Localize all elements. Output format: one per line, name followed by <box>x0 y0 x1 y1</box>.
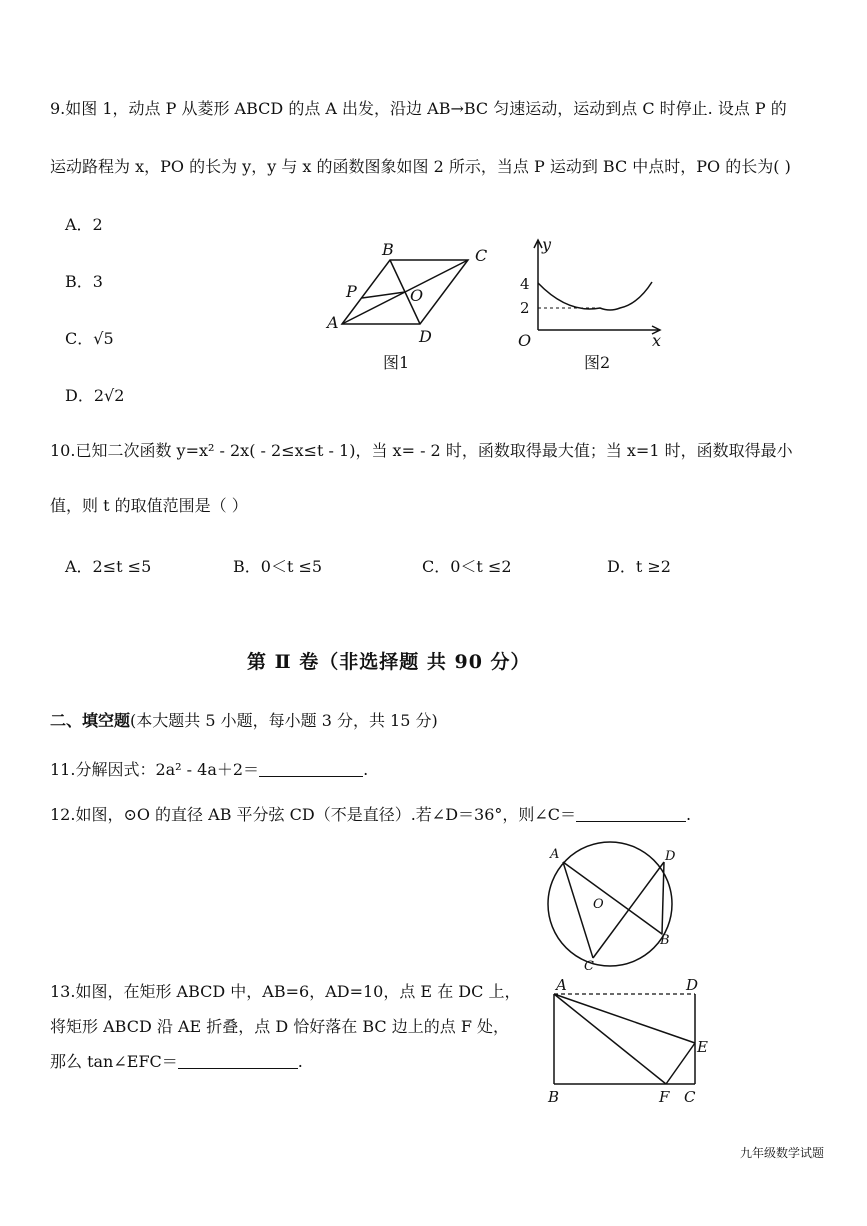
fig1-label-p: P <box>346 282 357 301</box>
fig2-label-y: y <box>542 236 552 254</box>
fig1-label-d: D <box>419 327 432 346</box>
q13-label-c: C <box>684 1088 696 1106</box>
q11-text: 11.分解因式：2a² - 4a＋2＝ <box>50 760 260 779</box>
q9-option-d: D．2√2 <box>65 386 125 405</box>
q12-end: . <box>686 805 692 824</box>
q10-option-b: B．0＜t ≤5 <box>233 557 323 576</box>
q11-end: . <box>363 760 369 779</box>
fig2-tick-2: 2 <box>520 299 530 317</box>
fig1-label-a: A <box>327 313 339 332</box>
section-heading-rest: (本大题共 5 小题，每小题 3 分，共 15 分) <box>130 711 438 730</box>
q9-option-b: B．3 <box>65 272 103 291</box>
fig1-label-c: C <box>475 246 488 265</box>
q11-line <box>50 759 368 781</box>
q13-end: . <box>297 1052 303 1071</box>
q10-option-a: A．2≤t ≤5 <box>65 557 152 576</box>
q12-label-d: D <box>665 849 676 864</box>
fig2-label-origin: O <box>518 331 532 350</box>
q13-line1: 13.如图，在矩形 ABCD 中，AB=6，AD=10，点 E 在 DC 上， <box>50 982 521 1001</box>
q13-label-f: F <box>659 1088 670 1106</box>
q12-line <box>50 804 691 826</box>
q13-figure-rectangle <box>540 972 720 1110</box>
fig1-caption: 图1 <box>383 353 410 372</box>
q13-line3-wrap <box>50 1051 303 1073</box>
q13-label-a: A <box>556 976 567 994</box>
q13-line2: 将矩形 ABCD 沿 AE 折叠，点 D 恰好落在 BC 边上的点 F 处， <box>50 1017 510 1036</box>
section-title: 第 Ⅱ 卷（非选择题 共 90 分） <box>247 651 531 673</box>
fig2-tick-4: 4 <box>520 275 530 293</box>
q13-label-b: B <box>548 1088 560 1106</box>
q10-option-c: C．0＜t ≤2 <box>422 557 512 576</box>
fig2-caption: 图2 <box>584 353 611 372</box>
q13-label-d: D <box>686 976 699 994</box>
q10-line2: 值，则 t 的取值范围是（ ） <box>50 496 248 515</box>
q12-label-o: O <box>593 897 604 912</box>
q9-line1: 9.如图 1，动点 P 从菱形 ABCD 的点 A 出发，沿边 AB→BC 匀速运动，运动到点 C 时停止. 设点 P 的 <box>50 99 787 118</box>
q9-option-c: C．√5 <box>65 329 114 348</box>
fig1-label-b: B <box>382 240 394 259</box>
q10-line1: 10.已知二次函数 y=x² - 2x( - 2≤x≤t - 1)，当 x= - 2 时，函数取得最大值；当 x=1 时，函数取得最小 <box>50 441 793 460</box>
q9-line2: 运动路程为 x，PO 的长为 y，y 与 x 的函数图象如图 2 所示，当点 P 运动到 BC 中点时，PO 的长为( ) <box>50 157 791 176</box>
q12-text: 12.如图，⊙O 的直径 AB 平分弦 CD（不是直径）.若∠D＝36°，则∠C＝ <box>50 805 577 824</box>
q13-text: 那么 tan∠EFC＝ <box>50 1052 178 1071</box>
q13-label-e: E <box>697 1038 708 1056</box>
q13-answer-blank[interactable] <box>178 1052 298 1069</box>
q12-label-b: B <box>660 933 670 948</box>
q12-label-c: C <box>584 959 594 974</box>
q12-figure-circle <box>540 840 690 975</box>
section-heading <box>50 710 438 732</box>
q9-figure2-graph <box>510 236 670 378</box>
fig2-label-x: x <box>652 331 662 350</box>
q9-option-a: A．2 <box>65 215 103 234</box>
page-footer: 九年级数学试题 <box>740 1146 825 1160</box>
fig1-label-o: O <box>410 286 424 305</box>
q10-option-d: D．t ≥2 <box>607 557 671 576</box>
q12-answer-blank[interactable] <box>576 805 686 822</box>
section-heading-bold: 二、填空题 <box>50 711 131 730</box>
q12-label-a: A <box>550 847 560 862</box>
q11-answer-blank[interactable] <box>259 760 363 777</box>
q9-figure1-rhombus <box>315 238 505 378</box>
